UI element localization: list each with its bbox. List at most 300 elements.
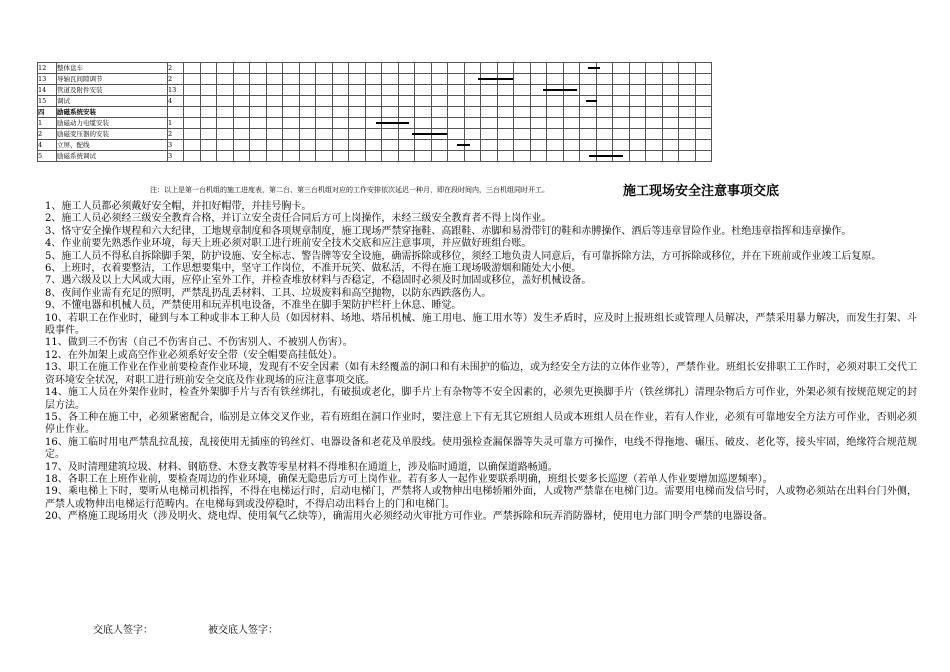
- schedule-cell: [580, 63, 597, 74]
- gantt-row: [38, 74, 712, 85]
- schedule-cell: [200, 63, 217, 74]
- schedule-cell: [695, 151, 712, 162]
- schedule-cell: [382, 118, 399, 129]
- schedule-cell: [250, 129, 267, 140]
- schedule-cell: [662, 96, 679, 107]
- schedule-cell: [497, 74, 514, 85]
- schedule-cell: [662, 118, 679, 129]
- schedule-cell: [365, 96, 382, 107]
- schedule-cell: [316, 129, 333, 140]
- schedule-cell: [266, 74, 283, 85]
- schedule-cell: [629, 63, 646, 74]
- safety-rule: 20、严格施工现场用火（涉及明火、烧电焊、使用氧气乙炔等），确需用火必须经动火审批方可作业。严禁拆除和玩弄消防器材，使用电力部门明令严禁的电器设备。: [45, 511, 773, 523]
- schedule-cell: [217, 63, 234, 74]
- schedule-cell: [233, 140, 250, 151]
- schedule-cell: [481, 107, 498, 118]
- schedule-cell: [679, 63, 696, 74]
- schedule-cell: [365, 151, 382, 162]
- schedule-cell: [563, 107, 580, 118]
- safety-rule: 1、施工人员都必须戴好安全帽，并扣好帽带，并挂号胸卡。: [45, 201, 312, 212]
- safety-rule: 13、职工在施工作业在作业前要检查作业环境，发现有不安全因素（如有未经覆盖的洞口和有未围护的临边，或为经安全方法的立体作业等），严禁作业。班组长安排职工工作时，必须对职工交代工资环境安全状况，对职工进行班前安全交底及作业现场的应注意事项交底。: [45, 362, 917, 386]
- schedule-cell: [316, 85, 333, 96]
- schedule-cell: [596, 96, 613, 107]
- safety-rule: 3、恪守安全操作规程和六大纪律，工地规章制度和各项规章制度，施工现场严禁穿拖鞋、高跟鞋、赤脚和易滑带钉的鞋和赤膊操作、酒后等违章冒险作业。杜绝违章指挥和违章操作。: [45, 225, 852, 237]
- schedule-cell: [299, 140, 316, 151]
- schedule-cell: [530, 140, 547, 151]
- schedule-cell: [497, 140, 514, 151]
- schedule-cell: [299, 96, 316, 107]
- schedule-cell: [695, 140, 712, 151]
- schedule-cell: [431, 118, 448, 129]
- schedule-cell: [250, 151, 267, 162]
- gantt-row: [38, 63, 712, 74]
- schedule-cell: [629, 74, 646, 85]
- schedule-cell: [316, 140, 333, 151]
- gantt-row: [38, 85, 712, 96]
- schedule-cell: [184, 118, 201, 129]
- task-duration: [168, 107, 184, 118]
- schedule-cell: [629, 96, 646, 107]
- schedule-cell: [250, 63, 267, 74]
- schedule-cell: [233, 85, 250, 96]
- gantt-row: [38, 107, 712, 118]
- schedule-cell: [679, 96, 696, 107]
- schedule-cell: [184, 96, 201, 107]
- schedule-cell: [464, 74, 481, 85]
- gantt-schedule-table: [37, 62, 712, 162]
- schedule-cell: [200, 85, 217, 96]
- safety-rule: 16、施工临时用电严禁乱拉乱接，乱接使用无插座的钨丝灯、电器设备和老花及单股线。使用强检查漏保器等失灵可靠方可操作，电线不得拖地、碾压、破皮、老化等，接头牢固，绝缘符合规范规定。: [45, 436, 917, 461]
- task-name: 调试: [57, 96, 168, 107]
- schedule-cell: [415, 63, 432, 74]
- schedule-cell: [679, 118, 696, 129]
- schedule-cell: [481, 140, 498, 151]
- schedule-note: 注：以上是第一台机组的施工进度表，第二台、第三台机组对应的工作安排依次延迟一种月，即在段时间内，三台机组同时开工。: [150, 186, 549, 194]
- schedule-cell: [415, 96, 432, 107]
- schedule-cell: [316, 118, 333, 129]
- schedule-cell: [497, 85, 514, 96]
- schedule-cell: [431, 129, 448, 140]
- schedule-cell: [481, 74, 498, 85]
- schedule-cell: [250, 96, 267, 107]
- schedule-cell: [596, 85, 613, 96]
- schedule-cell: [530, 151, 547, 162]
- schedule-cell: [250, 85, 267, 96]
- schedule-cell: [299, 63, 316, 74]
- schedule-cell: [662, 85, 679, 96]
- schedule-cell: [613, 96, 630, 107]
- schedule-cell: [365, 85, 382, 96]
- schedule-cell: [613, 107, 630, 118]
- safety-rule: 19、乘电梯上下时，要听从电梯司机指挥，不得在电梯运行时，启动电梯门，严禁将人或物伸出电梯轿厢外面，人或物严禁靠在电梯门边。需要用电梯而发信号时，人或物必须站在出料台门外侧，严禁人或物伸出电梯运行范畴内。在电梯每到或没停稳时，不得启动出料台上的门和电梯门。: [45, 486, 917, 510]
- schedule-cell: [266, 118, 283, 129]
- schedule-cell: [316, 96, 333, 107]
- schedule-cell: [217, 129, 234, 140]
- schedule-cell: [464, 107, 481, 118]
- schedule-cell: [530, 107, 547, 118]
- signature-line: [93, 621, 278, 636]
- schedule-cell: [382, 85, 399, 96]
- safety-rule: 14、施工人员在外架作业时，检查外架脚手片与否有铁丝绑扎，有破损或老化，脚手片上有杂物等不安全因素的，必须先更换脚手片（铁丝绑扎）清理杂物后方可作业，外架必须有按规范规定的封层方法。: [45, 387, 917, 411]
- task-name: 励磁系统安装: [57, 107, 168, 118]
- schedule-cell: [514, 74, 531, 85]
- schedule-cell: [398, 96, 415, 107]
- schedule-cell: [646, 118, 663, 129]
- schedule-cell: [596, 151, 613, 162]
- schedule-cell: [217, 85, 234, 96]
- schedule-cell: [299, 74, 316, 85]
- schedule-cell: [382, 151, 399, 162]
- schedule-cell: [613, 85, 630, 96]
- schedule-cell: [431, 140, 448, 151]
- schedule-cell: [563, 96, 580, 107]
- schedule-cell: [481, 118, 498, 129]
- schedule-cell: [695, 85, 712, 96]
- task-duration: 13: [168, 85, 184, 96]
- schedule-cell: [299, 118, 316, 129]
- schedule-cell: [695, 63, 712, 74]
- task-duration: 4: [168, 96, 184, 107]
- schedule-cell: [547, 96, 564, 107]
- safety-rule: 6、上班时，衣着要整洁，工作思想要集中，坚守工作岗位，不准开玩笑、做私活，不得在施工现场吸游烟和随处大小便。: [45, 263, 582, 275]
- schedule-cell: [596, 118, 613, 129]
- safety-rule: 2、施工人员必须经三级安全教育合格，并订立安全责任合同后方可上岗操作，未经三级安全教育者不得上岗作业。: [45, 213, 552, 225]
- schedule-cell: [349, 140, 366, 151]
- schedule-cell: [349, 63, 366, 74]
- schedule-cell: [299, 129, 316, 140]
- schedule-cell: [596, 129, 613, 140]
- schedule-cell: [662, 107, 679, 118]
- task-number: 四: [38, 107, 57, 118]
- safety-rule: 15、各工种在施工中，必须紧密配合，临别是立体交叉作业，若有班组在洞口作业时，要注意上下有无其它班组人员或本班组人员在作业，若有人作业，必须有可靠地安全方法方可作业，否则必须停止作业。: [45, 411, 917, 436]
- schedule-cell: [431, 63, 448, 74]
- schedule-cell: [695, 107, 712, 118]
- schedule-cell: [299, 85, 316, 96]
- page-title: 施工现场安全注意事项交底: [623, 184, 780, 199]
- schedule-cell: [266, 63, 283, 74]
- schedule-cell: [613, 74, 630, 85]
- schedule-cell: [415, 107, 432, 118]
- schedule-cell: [646, 129, 663, 140]
- schedule-cell: [349, 85, 366, 96]
- schedule-cell: [431, 151, 448, 162]
- recipient-signature-label: 被交底人签字：: [208, 625, 278, 636]
- schedule-cell: [448, 118, 465, 129]
- schedule-cell: [217, 151, 234, 162]
- schedule-cell: [184, 85, 201, 96]
- task-duration: 3: [168, 151, 184, 162]
- schedule-cell: [382, 63, 399, 74]
- schedule-cell: [497, 96, 514, 107]
- schedule-cell: [514, 63, 531, 74]
- task-duration: 2: [168, 63, 184, 74]
- schedule-cell: [514, 85, 531, 96]
- schedule-cell: [514, 118, 531, 129]
- schedule-cell: [662, 151, 679, 162]
- schedule-cell: [217, 96, 234, 107]
- task-number: 5: [38, 151, 57, 162]
- schedule-cell: [679, 85, 696, 96]
- schedule-cell: [662, 74, 679, 85]
- schedule-cell: [646, 151, 663, 162]
- gantt-row: [38, 151, 712, 162]
- schedule-cell: [365, 107, 382, 118]
- safety-rule: 4、作业前要先熟悉作业环境，每天上班必须对职工进行班前安全技术交底和应注意事项，并应做好班组台账。: [45, 238, 532, 250]
- task-duration: 2: [168, 74, 184, 85]
- schedule-cell: [283, 107, 300, 118]
- schedule-cell: [679, 140, 696, 151]
- schedule-cell: [415, 118, 432, 129]
- schedule-cell: [184, 63, 201, 74]
- schedule-cell: [316, 151, 333, 162]
- schedule-cell: [481, 63, 498, 74]
- schedule-cell: [646, 107, 663, 118]
- schedule-cell: [200, 140, 217, 151]
- schedule-cell: [596, 63, 613, 74]
- schedule-cell: [316, 74, 333, 85]
- safety-rule: 10、若职工在作业时，碰到与本工种或非本工种人员（如因材料、场地、塔吊机械、施工用电、施工用水等）发生矛盾时，应及时上报班组长或管理人员解决，严禁采用暴力解决，而发生打架、斗殴事件。: [45, 312, 917, 337]
- schedule-cell: [530, 96, 547, 107]
- schedule-cell: [580, 85, 597, 96]
- schedule-cell: [283, 85, 300, 96]
- schedule-cell: [283, 96, 300, 107]
- schedule-cell: [662, 140, 679, 151]
- schedule-cell: [266, 107, 283, 118]
- safety-rule: 5、施工人员不得私自拆除脚手架，防护设施、安全标志、警告牌等安全设施，确需拆除或移位，须经工地负责人同意后，有可靠拆除方法，方可拆除或移位，并在下班前或作业竣工后复原。: [45, 250, 882, 262]
- schedule-cell: [365, 129, 382, 140]
- schedule-cell: [250, 140, 267, 151]
- schedule-cell: [646, 96, 663, 107]
- schedule-cell: [184, 74, 201, 85]
- schedule-cell: [481, 151, 498, 162]
- schedule-cell: [250, 118, 267, 129]
- schedule-cell: [398, 129, 415, 140]
- schedule-cell: [415, 85, 432, 96]
- schedule-cell: [382, 96, 399, 107]
- schedule-cell: [613, 63, 630, 74]
- task-name: 励磁变压器的安装: [57, 129, 168, 140]
- schedule-cell: [514, 96, 531, 107]
- schedule-cell: [613, 140, 630, 151]
- task-duration: 1: [168, 118, 184, 129]
- task-duration: 2: [168, 129, 184, 140]
- schedule-cell: [547, 85, 564, 96]
- schedule-cell: [332, 118, 349, 129]
- schedule-cell: [547, 151, 564, 162]
- schedule-cell: [415, 140, 432, 151]
- schedule-cell: [233, 129, 250, 140]
- schedule-cell: [464, 118, 481, 129]
- task-name: 励磁动力电缆安装: [57, 118, 168, 129]
- schedule-cell: [332, 63, 349, 74]
- briefer-signature-label: 交底人签字：: [93, 625, 153, 636]
- schedule-cell: [365, 74, 382, 85]
- schedule-cell: [563, 74, 580, 85]
- schedule-cell: [497, 63, 514, 74]
- schedule-cell: [431, 96, 448, 107]
- schedule-cell: [464, 151, 481, 162]
- schedule-cell: [580, 118, 597, 129]
- schedule-cell: [497, 151, 514, 162]
- safety-rule: 9、不懂电器和机械人员，严禁使用和玩弄机电设备，不准坐在脚手架防护栏杆上休息、睡觉。: [45, 300, 462, 312]
- task-number: 2: [38, 129, 57, 140]
- schedule-cell: [332, 140, 349, 151]
- schedule-cell: [398, 63, 415, 74]
- safety-rule: 8、夜间作业需有充足的照明，严禁乱扔乱丢材料、工具、垃圾废料和高空抛物，以防东西跌落伤人。: [45, 287, 492, 299]
- schedule-cell: [200, 96, 217, 107]
- schedule-cell: [283, 140, 300, 151]
- task-number: 15: [38, 96, 57, 107]
- schedule-cell: [332, 129, 349, 140]
- schedule-cell: [679, 151, 696, 162]
- schedule-cell: [365, 140, 382, 151]
- schedule-cell: [514, 140, 531, 151]
- schedule-cell: [481, 96, 498, 107]
- schedule-cell: [530, 118, 547, 129]
- schedule-cell: [448, 140, 465, 151]
- task-name: 立屏、配线: [57, 140, 168, 151]
- schedule-cell: [250, 74, 267, 85]
- schedule-cell: [200, 107, 217, 118]
- schedule-cell: [497, 118, 514, 129]
- schedule-cell: [497, 129, 514, 140]
- schedule-cell: [365, 63, 382, 74]
- schedule-cell: [547, 107, 564, 118]
- schedule-cell: [415, 129, 432, 140]
- task-duration: 3: [168, 140, 184, 151]
- schedule-cell: [299, 151, 316, 162]
- schedule-cell: [481, 85, 498, 96]
- task-name: 导轴瓦间隙调节: [57, 74, 168, 85]
- schedule-cell: [382, 107, 399, 118]
- schedule-cell: [580, 107, 597, 118]
- schedule-cell: [332, 107, 349, 118]
- schedule-cell: [349, 118, 366, 129]
- schedule-cell: [629, 151, 646, 162]
- safety-rule: 7、遇六级及以上大风或大雨，应停止室外工作，并检查堆放材料与否稳定，不稳固时必须及时加固或移位，盖好机械设备。: [45, 275, 592, 287]
- schedule-cell: [233, 74, 250, 85]
- schedule-cell: [283, 118, 300, 129]
- schedule-cell: [695, 129, 712, 140]
- schedule-cell: [646, 74, 663, 85]
- schedule-cell: [332, 74, 349, 85]
- schedule-cell: [530, 129, 547, 140]
- schedule-cell: [448, 129, 465, 140]
- schedule-cell: [431, 107, 448, 118]
- schedule-cell: [448, 74, 465, 85]
- safety-rule: 11、做到三不伤害（自己不伤害自己、不伤害别人、不被别人伤害）。: [45, 337, 353, 349]
- schedule-cell: [398, 107, 415, 118]
- schedule-cell: [415, 151, 432, 162]
- schedule-cell: [464, 63, 481, 74]
- schedule-cell: [514, 129, 531, 140]
- schedule-cell: [250, 107, 267, 118]
- schedule-cell: [530, 63, 547, 74]
- schedule-cell: [283, 74, 300, 85]
- schedule-cell: [448, 107, 465, 118]
- schedule-cell: [629, 107, 646, 118]
- schedule-cell: [184, 129, 201, 140]
- schedule-cell: [464, 85, 481, 96]
- schedule-cell: [530, 74, 547, 85]
- schedule-cell: [514, 151, 531, 162]
- task-number: 4: [38, 140, 57, 151]
- schedule-cell: [283, 63, 300, 74]
- gantt-row: [38, 140, 712, 151]
- schedule-cell: [646, 63, 663, 74]
- schedule-cell: [332, 85, 349, 96]
- schedule-cell: [382, 129, 399, 140]
- schedule-cell: [547, 63, 564, 74]
- schedule-cell: [349, 151, 366, 162]
- schedule-cell: [695, 74, 712, 85]
- schedule-cell: [349, 129, 366, 140]
- schedule-cell: [233, 63, 250, 74]
- schedule-cell: [233, 151, 250, 162]
- schedule-cell: [596, 140, 613, 151]
- schedule-cell: [217, 140, 234, 151]
- schedule-cell: [563, 140, 580, 151]
- schedule-cell: [200, 129, 217, 140]
- schedule-cell: [431, 74, 448, 85]
- schedule-cell: [448, 151, 465, 162]
- schedule-cell: [596, 74, 613, 85]
- task-number: 12: [38, 63, 57, 74]
- schedule-cell: [398, 85, 415, 96]
- schedule-cell: [200, 74, 217, 85]
- schedule-cell: [547, 129, 564, 140]
- schedule-cell: [266, 96, 283, 107]
- schedule-cell: [382, 74, 399, 85]
- task-name: 管道及附件安装: [57, 85, 168, 96]
- schedule-cell: [596, 107, 613, 118]
- task-number: 14: [38, 85, 57, 96]
- schedule-cell: [184, 107, 201, 118]
- schedule-cell: [283, 151, 300, 162]
- task-number: 13: [38, 74, 57, 85]
- schedule-cell: [266, 85, 283, 96]
- schedule-cell: [646, 140, 663, 151]
- schedule-cell: [613, 118, 630, 129]
- schedule-cell: [613, 151, 630, 162]
- schedule-cell: [580, 96, 597, 107]
- task-name: 整体盘车: [57, 63, 168, 74]
- schedule-cell: [563, 118, 580, 129]
- schedule-cell: [200, 151, 217, 162]
- schedule-cell: [398, 118, 415, 129]
- schedule-cell: [629, 85, 646, 96]
- schedule-cell: [695, 96, 712, 107]
- schedule-cell: [563, 151, 580, 162]
- schedule-cell: [349, 96, 366, 107]
- schedule-cell: [547, 118, 564, 129]
- schedule-cell: [233, 118, 250, 129]
- schedule-cell: [629, 118, 646, 129]
- schedule-cell: [646, 85, 663, 96]
- task-number: 1: [38, 118, 57, 129]
- schedule-cell: [266, 151, 283, 162]
- safety-rule: 12、在外加架上或高空作业必须系好安全带（安全帽要高挂低处）。: [45, 349, 343, 361]
- schedule-cell: [349, 107, 366, 118]
- schedule-cell: [415, 74, 432, 85]
- schedule-cell: [547, 140, 564, 151]
- schedule-cell: [398, 140, 415, 151]
- schedule-cell: [365, 118, 382, 129]
- schedule-cell: [398, 151, 415, 162]
- schedule-cell: [266, 129, 283, 140]
- schedule-cell: [332, 96, 349, 107]
- schedule-cell: [481, 129, 498, 140]
